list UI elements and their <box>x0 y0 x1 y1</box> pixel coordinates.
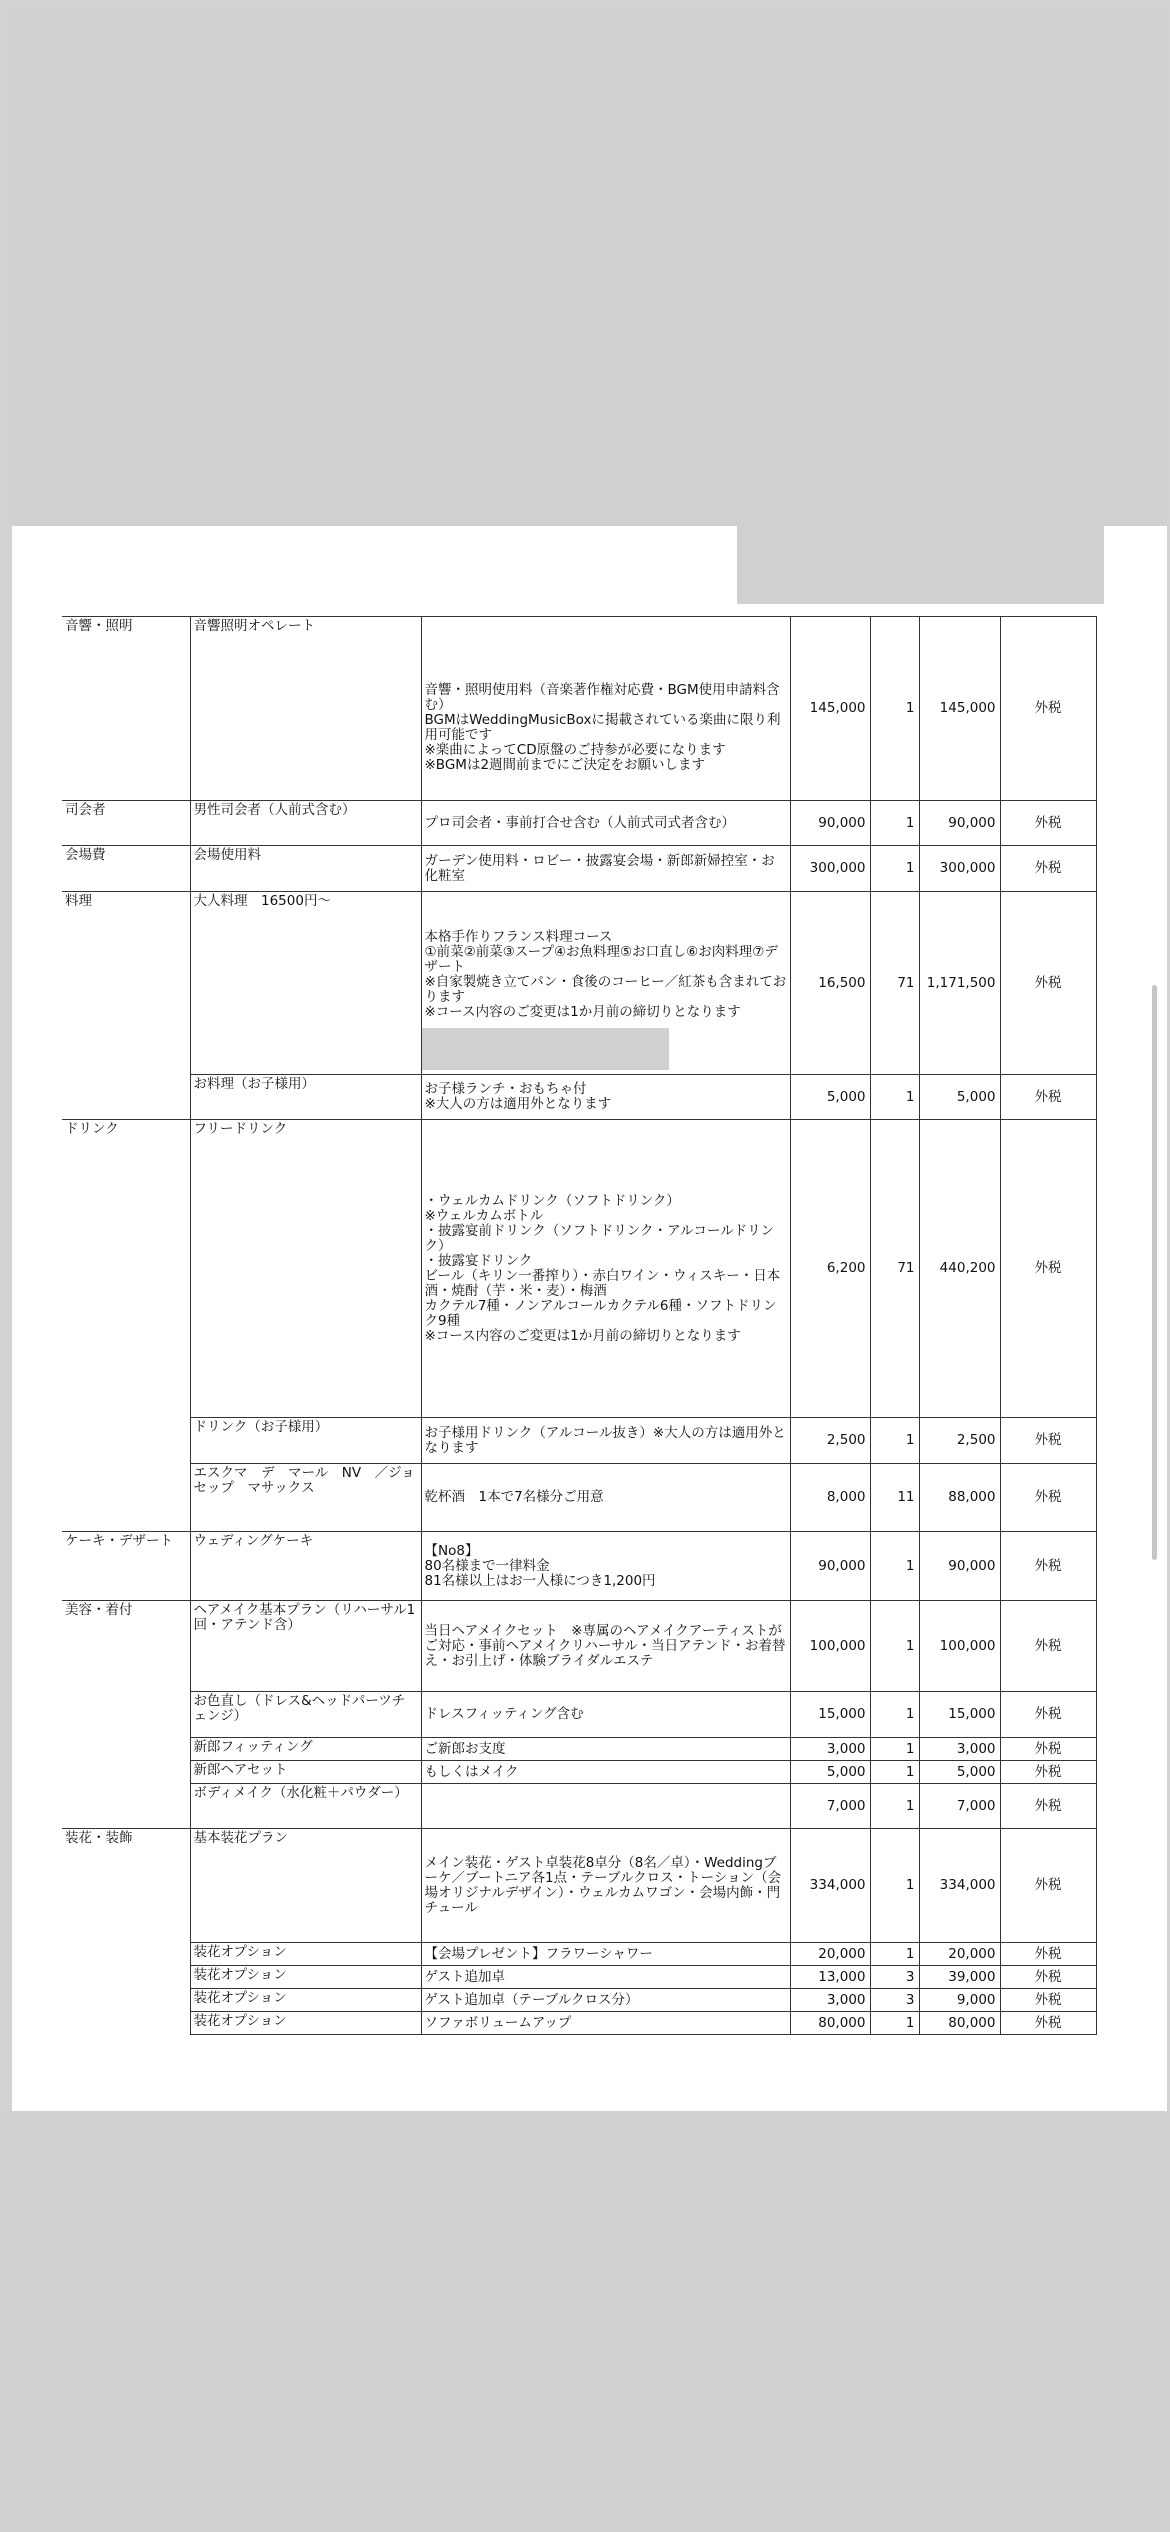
quantity-cell: 1 <box>870 1601 919 1692</box>
category-cell <box>62 1738 190 1761</box>
description-cell: メイン装花・ゲスト卓装花8卓分（8名／卓）・Weddingブーケ／ブートニア各1点・テーブルクロス・トーション（会場オリジナルデザイン）・ウェルカムワゴン・会場内飾・門チュール <box>421 1829 790 1943</box>
tax-cell: 外税 <box>1000 1464 1096 1532</box>
category-cell <box>62 1989 190 2012</box>
table-row <box>62 1075 1096 1120</box>
table-row <box>62 892 1096 1075</box>
tax-cell: 外税 <box>1000 1418 1096 1464</box>
category-cell <box>62 2012 190 2035</box>
table-row <box>62 1784 1096 1829</box>
quantity-cell: 1 <box>870 617 919 801</box>
item-cell: 装花オプション <box>190 1989 421 2012</box>
unit-price-cell: 300,000 <box>790 846 870 892</box>
amount-cell: 300,000 <box>919 846 1000 892</box>
category-cell: ドリンク <box>62 1120 190 1418</box>
quantity-cell: 1 <box>870 1532 919 1601</box>
unit-price-cell: 16,500 <box>790 892 870 1075</box>
tax-cell: 外税 <box>1000 892 1096 1075</box>
quantity-cell: 71 <box>870 1120 919 1418</box>
table-row <box>62 1601 1096 1692</box>
item-cell: 装花オプション <box>190 1966 421 1989</box>
unit-price-cell: 100,000 <box>790 1601 870 1692</box>
category-cell: 装花・装飾 <box>62 1829 190 1943</box>
table-row <box>62 1418 1096 1464</box>
item-cell: エスクマ デ マール NV ／ジョセップ マサックス <box>190 1464 421 1532</box>
quantity-cell: 71 <box>870 892 919 1075</box>
unit-price-cell: 5,000 <box>790 1761 870 1784</box>
table-row <box>62 801 1096 846</box>
item-cell: 新郎フィッティング <box>190 1738 421 1761</box>
description-cell: 【会場プレゼント】フラワーシャワー <box>421 1943 790 1966</box>
category-cell <box>62 1943 190 1966</box>
table-row <box>62 846 1096 892</box>
category-cell: 料理 <box>62 892 190 1075</box>
unit-price-cell: 5,000 <box>790 1075 870 1120</box>
amount-cell: 90,000 <box>919 1532 1000 1601</box>
item-cell: 男性司会者（人前式含む） <box>190 801 421 846</box>
category-cell <box>62 1692 190 1738</box>
description-cell: ドレスフィッティング含む <box>421 1692 790 1738</box>
redacted-area-bottom <box>0 2111 1170 2532</box>
amount-cell: 1,171,500 <box>919 892 1000 1075</box>
unit-price-cell: 90,000 <box>790 1532 870 1601</box>
item-cell: 装花オプション <box>190 1943 421 1966</box>
item-cell: 会場使用料 <box>190 846 421 892</box>
tax-cell: 外税 <box>1000 1989 1096 2012</box>
quantity-cell: 1 <box>870 1692 919 1738</box>
category-cell: 音響・照明 <box>62 617 190 801</box>
category-cell <box>62 1075 190 1120</box>
amount-cell: 145,000 <box>919 617 1000 801</box>
category-cell <box>62 1761 190 1784</box>
scrollbar-thumb[interactable] <box>1152 985 1157 1560</box>
category-cell <box>62 1966 190 1989</box>
tax-cell: 外税 <box>1000 1784 1096 1829</box>
amount-cell: 88,000 <box>919 1464 1000 1532</box>
amount-cell: 9,000 <box>919 1989 1000 2012</box>
table-row <box>62 1943 1096 1966</box>
table-row <box>62 1464 1096 1532</box>
item-cell: お料理（お子様用） <box>190 1075 421 1120</box>
table-row <box>62 1829 1096 1943</box>
item-cell: お色直し（ドレス&ヘッドパーツチェンジ） <box>190 1692 421 1738</box>
quantity-cell: 1 <box>870 2012 919 2035</box>
tax-cell: 外税 <box>1000 1601 1096 1692</box>
tax-cell: 外税 <box>1000 1761 1096 1784</box>
amount-cell: 7,000 <box>919 1784 1000 1829</box>
item-cell: ボディメイク（水化粧＋パウダー） <box>190 1784 421 1829</box>
quantity-cell: 1 <box>870 1075 919 1120</box>
item-cell: フリードリンク <box>190 1120 421 1418</box>
quantity-cell: 11 <box>870 1464 919 1532</box>
table-row <box>62 1738 1096 1761</box>
redacted-header-block <box>737 526 1104 604</box>
unit-price-cell: 20,000 <box>790 1943 870 1966</box>
description-cell: ソファボリュームアップ <box>421 2012 790 2035</box>
unit-price-cell: 3,000 <box>790 1989 870 2012</box>
tax-cell: 外税 <box>1000 1075 1096 1120</box>
quantity-cell: 1 <box>870 1418 919 1464</box>
quantity-cell: 1 <box>870 1761 919 1784</box>
table-row <box>62 1120 1096 1418</box>
unit-price-cell: 145,000 <box>790 617 870 801</box>
amount-cell: 3,000 <box>919 1738 1000 1761</box>
unit-price-cell: 80,000 <box>790 2012 870 2035</box>
tax-cell: 外税 <box>1000 801 1096 846</box>
table-row <box>62 1761 1096 1784</box>
category-cell <box>62 1464 190 1532</box>
item-cell: 装花オプション <box>190 2012 421 2035</box>
amount-cell: 2,500 <box>919 1418 1000 1464</box>
amount-cell: 440,200 <box>919 1120 1000 1418</box>
amount-cell: 15,000 <box>919 1692 1000 1738</box>
tax-cell: 外税 <box>1000 1120 1096 1418</box>
description-cell: もしくはメイク <box>421 1761 790 1784</box>
item-cell: ヘアメイク基本プラン（リハーサル1回・アテンド含） <box>190 1601 421 1692</box>
item-cell: 大人料理 16500円〜 <box>190 892 421 1075</box>
table-row <box>62 617 1096 801</box>
table-row <box>62 2012 1096 2035</box>
description-cell: お子様用ドリンク（アルコール抜き）※大人の方は適用外となります <box>421 1418 790 1464</box>
category-cell <box>62 1784 190 1829</box>
category-cell: 美容・着付 <box>62 1601 190 1692</box>
category-cell: 司会者 <box>62 801 190 846</box>
tax-cell: 外税 <box>1000 1738 1096 1761</box>
tax-cell: 外税 <box>1000 1829 1096 1943</box>
unit-price-cell: 8,000 <box>790 1464 870 1532</box>
unit-price-cell: 3,000 <box>790 1738 870 1761</box>
description-cell: 【No8】 80名様まで一律料金 81名様以上はお一人様につき1,200円 <box>421 1532 790 1601</box>
description-cell: ゲスト追加卓（テーブルクロス分） <box>421 1989 790 2012</box>
tax-cell: 外税 <box>1000 1966 1096 1989</box>
quantity-cell: 1 <box>870 801 919 846</box>
unit-price-cell: 13,000 <box>790 1966 870 1989</box>
tax-cell: 外税 <box>1000 2012 1096 2035</box>
description-cell: ゲスト追加卓 <box>421 1966 790 1989</box>
document-page <box>12 526 1167 2111</box>
estimate-table <box>62 616 1097 2035</box>
description-cell: お子様ランチ・おもちゃ付 ※大人の方は適用外となります <box>421 1075 790 1120</box>
description-text: 本格手作りフランス料理コース ①前菜②前菜③スープ④お魚料理⑤お口直し⑥お肉料理⑦デザート ※自家製焼き立てパン・食後のコーヒー／紅茶も含まれております ※コース内容のご変更は1か月前の締切りとなります <box>424 929 787 1020</box>
table-row <box>62 1989 1096 2012</box>
amount-cell: 90,000 <box>919 801 1000 846</box>
amount-cell: 100,000 <box>919 1601 1000 1692</box>
amount-cell: 20,000 <box>919 1943 1000 1966</box>
amount-cell: 334,000 <box>919 1829 1000 1943</box>
unit-price-cell: 15,000 <box>790 1692 870 1738</box>
amount-cell: 80,000 <box>919 2012 1000 2035</box>
unit-price-cell: 2,500 <box>790 1418 870 1464</box>
description-cell: 当日ヘアメイクセット ※専属のヘアメイクアーティストがご対応・事前ヘアメイクリハーサル・当日アテンド・お着替え・お引上げ・体験ブライダルエステ <box>421 1601 790 1692</box>
tax-cell: 外税 <box>1000 1943 1096 1966</box>
item-cell: 基本装花プラン <box>190 1829 421 1943</box>
description-cell <box>421 1784 790 1829</box>
description-cell: 乾杯酒 1本で7名様分ご用意 <box>421 1464 790 1532</box>
quantity-cell: 3 <box>870 1966 919 1989</box>
category-cell: ケーキ・デザート <box>62 1532 190 1601</box>
quantity-cell: 1 <box>870 1784 919 1829</box>
amount-cell: 39,000 <box>919 1966 1000 1989</box>
item-cell: 新郎ヘアセット <box>190 1761 421 1784</box>
table-row <box>62 1532 1096 1601</box>
table-row <box>62 1692 1096 1738</box>
amount-cell: 5,000 <box>919 1075 1000 1120</box>
description-cell: ご新郎お支度 <box>421 1738 790 1761</box>
description-cell: 音響・照明使用料（音楽著作権対応費・BGM使用申請料含む） BGMはWeddingMusicBoxに掲載されている楽曲に限り利用可能です ※楽曲によってCD原盤のご持参が必要になります ※BGMは2週間前までにご決定をお願いします <box>421 617 790 801</box>
unit-price-cell: 6,200 <box>790 1120 870 1418</box>
description-cell: ガーデン使用料・ロビー・披露宴会場・新郎新婦控室・お化粧室 <box>421 846 790 892</box>
description-cell <box>421 892 790 1075</box>
unit-price-cell: 334,000 <box>790 1829 870 1943</box>
tax-cell: 外税 <box>1000 1532 1096 1601</box>
item-cell: ウェディングケーキ <box>190 1532 421 1601</box>
item-cell: ドリンク（お子様用） <box>190 1418 421 1464</box>
quantity-cell: 1 <box>870 1829 919 1943</box>
quantity-cell: 3 <box>870 1989 919 2012</box>
description-cell: プロ司会者・事前打合せ含む（人前式司式者含む） <box>421 801 790 846</box>
tax-cell: 外税 <box>1000 617 1096 801</box>
table-row <box>62 1966 1096 1989</box>
unit-price-cell: 90,000 <box>790 801 870 846</box>
amount-cell: 5,000 <box>919 1761 1000 1784</box>
redacted-area-top <box>12 8 1167 526</box>
category-cell <box>62 1418 190 1464</box>
description-cell: ・ウェルカムドリンク（ソフトドリンク） ※ウェルカムボトル ・披露宴前ドリンク（ソフトドリンク・アルコールドリンク） ・披露宴ドリンク ビール（キリン一番搾り）・赤白ワイン・ウィスキー・日本酒・焼酎（芋・米・麦）・梅酒 カクテル7種・ノンアルコールカクテル6種・ソフトドリンク9種 ※コース内容のご変更は1か月前の締切りとなります <box>421 1120 790 1418</box>
quantity-cell: 1 <box>870 846 919 892</box>
item-cell: 音響照明オペレート <box>190 617 421 801</box>
quantity-cell: 1 <box>870 1738 919 1761</box>
category-cell: 会場費 <box>62 846 190 892</box>
tax-cell: 外税 <box>1000 1692 1096 1738</box>
quantity-cell: 1 <box>870 1943 919 1966</box>
redacted-block <box>421 1028 669 1070</box>
unit-price-cell: 7,000 <box>790 1784 870 1829</box>
tax-cell: 外税 <box>1000 846 1096 892</box>
